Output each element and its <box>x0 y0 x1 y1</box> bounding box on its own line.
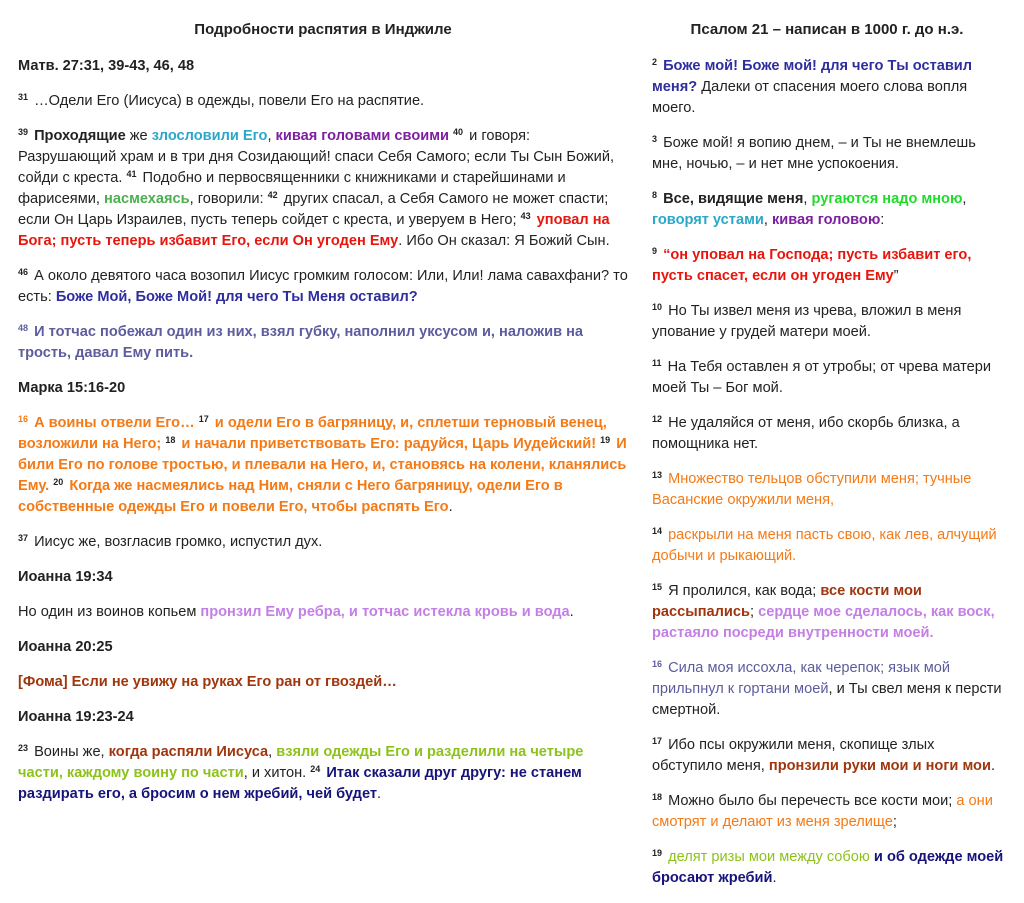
verse-number: 31 <box>18 92 29 102</box>
gospel-column-title: Подробности распятия в Инджиле <box>194 21 452 38</box>
verse-number: 16 <box>652 659 663 669</box>
highlighted-text: Боже Мой, Боже Мой! для чего Ты Меня оставил? <box>55 289 418 305</box>
verse-number: 18 <box>652 792 663 802</box>
highlighted-text: делят ризы мои между собою <box>664 849 870 865</box>
verse-paragraph <box>18 742 628 805</box>
highlighted-text: И тотчас побежал один из них, взял губку, наполнил уксусом и, наложив на трость, давал Ему пить. <box>18 324 584 361</box>
verse-text: Воины же, <box>30 744 109 760</box>
verse-paragraph <box>18 532 628 553</box>
verse-number: 20 <box>53 477 64 487</box>
verse-text: . <box>377 786 382 802</box>
verse-paragraph <box>652 581 1008 644</box>
verse-paragraph <box>652 735 1008 777</box>
highlighted-text: раскрыли на меня пасть свою, как лев, алчущий добычи и рыкающий. <box>652 527 997 564</box>
scripture-reference: Марка 15:16-20 <box>18 380 126 396</box>
verse-paragraph <box>18 91 628 112</box>
highlighted-text: уповал на Бога; пусть теперь избавит Его, если Он угоден Ему <box>18 212 610 249</box>
verse-number: 39 <box>18 127 29 137</box>
highlighted-text: а они смотрят и делают из меня зрелище <box>652 793 993 830</box>
verse-number: 12 <box>652 414 663 424</box>
verse-text: же <box>125 128 152 144</box>
verse-text: , <box>962 191 967 207</box>
psalm-column-title: Псалом 21 – написан в 1000 г. до н.э. <box>690 21 964 38</box>
verse-number: 14 <box>652 526 663 536</box>
verse-text: Далеки от спасения моего слова вопля моего. <box>652 79 968 116</box>
verse-text: ” <box>893 268 899 284</box>
verse-text: , и хитон. <box>243 765 311 781</box>
verse-text: и говоря: Разрушающий храм и в три дня Созидающий! спаси Себя Самого; если Ты Сын Божий, сойди с креста. <box>18 128 615 186</box>
highlighted-text: сердце мое сделалось, как воск, растаяло посреди внутренности моей. <box>652 604 995 641</box>
verse-text: Но один из воинов копьем <box>18 604 201 620</box>
highlighted-text: пронзили руки мои и ноги мои <box>768 758 991 774</box>
verse-text: . <box>772 870 777 886</box>
verse-text: ; <box>892 814 897 830</box>
verse-paragraph <box>18 126 628 252</box>
verse-text: . <box>569 604 574 620</box>
verse-number: 17 <box>652 736 663 746</box>
verse-paragraph <box>652 413 1008 455</box>
verse-number: 19 <box>652 848 663 858</box>
verse-number: 41 <box>126 169 137 179</box>
verse-paragraph <box>652 791 1008 833</box>
verse-paragraph <box>652 245 1008 287</box>
verse-text: , <box>267 128 276 144</box>
verse-number: 2 <box>652 57 658 67</box>
verse-text: , <box>803 191 812 207</box>
highlighted-text: [Фома] Если не увижу на руках Его ран от гвоздей… <box>18 674 397 690</box>
verse-paragraph <box>18 602 628 623</box>
verse-paragraph <box>18 413 628 518</box>
verse-paragraph <box>652 525 1008 567</box>
highlighted-text: злословили Его <box>151 128 268 144</box>
highlighted-text: И били Его по голове тростью, и плевали на Него, и, становясь на колени, кланялись Ему. <box>18 436 627 494</box>
scripture-reference: Иоанна 19:23-24 <box>18 709 134 725</box>
highlighted-text: и одели Его в багряницу, и, сплетши терновый венец, возложили на Него; <box>18 415 607 452</box>
verse-paragraph <box>652 56 1008 119</box>
verse-paragraph <box>18 266 628 308</box>
gospel-passages <box>18 56 628 805</box>
verse-number: 43 <box>520 211 531 221</box>
verse-text: . <box>448 499 453 515</box>
verse-number: 24 <box>310 764 321 774</box>
verse-text: А около девятого часа возопил Иисус громким голосом: Или, Или! лама савахфани? то есть: <box>18 268 628 305</box>
highlighted-text: Итак сказали друг другу: не станем раздирать его, а бросим о нем жребий, чей будет <box>18 765 582 802</box>
highlighted-text: насмехаясь <box>104 191 190 207</box>
highlighted-text: Множество тельцов обступили меня; тучные Васанские окружили меня, <box>652 471 972 508</box>
verse-number: 15 <box>652 582 663 592</box>
verse-number: 16 <box>18 414 29 424</box>
verse-number: 46 <box>18 267 29 277</box>
highlighted-text: кивая головою <box>771 212 881 228</box>
verse-text: Боже мой! я вопию днем, – и Ты не внемлешь мне, ночью, – и нет мне успокоения. <box>652 135 976 172</box>
highlighted-text: говорят устами <box>652 212 764 228</box>
verse-paragraph <box>652 301 1008 343</box>
verse-text: Можно было бы перечесть все кости мои; <box>664 793 957 809</box>
verse-number: 11 <box>652 358 662 368</box>
highlighted-text: все кости мои рассыпались <box>652 583 922 620</box>
verse-text: Ибо псы окружили меня, скопище злых обступило меня, <box>652 737 935 774</box>
verse-paragraph <box>18 322 628 364</box>
verse-paragraph <box>652 357 1008 399</box>
highlighted-text: когда распяли Иисуса <box>108 744 269 760</box>
highlighted-text: пронзил Ему ребра, и тотчас истекла кровь и вода <box>200 604 570 620</box>
verse-number: 10 <box>652 302 663 312</box>
highlighted-text: “он уповал на Господа; пусть избавит его, пусть спасет, если он угоден Ему <box>652 247 972 284</box>
verse-text: ; <box>750 604 759 620</box>
highlighted-text: и начали приветствовать Его: радуйся, Царь Иудейский! <box>177 436 601 452</box>
verse-text: , <box>763 212 772 228</box>
verse-text: Подобно и первосвященники с книжниками и старейшинами и фарисеями, <box>18 170 566 207</box>
verse-text: других спасал, а Себя Самого не может спасти; если Он Царь Израилев, пусть теперь сойдет с креста, и уверуем в Него; <box>18 191 609 228</box>
highlighted-text: Сила моя иссохла, как черепок; язык мой прильпнул к гортани моей <box>652 660 951 697</box>
verse-paragraph <box>652 469 1008 511</box>
psalm-verses <box>652 56 1008 889</box>
verse-text: Иисус же, возгласив громко, испустил дух. <box>30 534 323 550</box>
scripture-reference: Иоанна 20:25 <box>18 639 113 655</box>
verse-text: . Ибо Он сказал: Я Божий Сын. <box>398 233 610 249</box>
verse-number: 18 <box>165 435 176 445</box>
verse-number: 48 <box>18 323 29 333</box>
verse-number: 19 <box>600 435 611 445</box>
verse-text: Проходящие <box>30 128 126 144</box>
highlighted-text: и об одежде моей бросают жребий <box>652 849 1004 886</box>
verse-text: : <box>880 212 885 228</box>
gospel-column <box>18 0 628 819</box>
verse-number: 40 <box>453 127 464 137</box>
verse-paragraph <box>652 658 1008 721</box>
highlighted-text: Когда же насмеялись над Ним, сняли с Него багряницу, одели Его в собственные одежды Его и повели Его, чтобы распять Его <box>18 478 563 515</box>
verse-text: Все, видящие меня <box>659 191 804 207</box>
highlighted-text: кивая головами своими <box>275 128 449 144</box>
psalm-column <box>652 0 1008 903</box>
verse-number: 37 <box>18 533 29 543</box>
verse-number: 13 <box>652 470 663 480</box>
highlighted-text: ругаются надо мною <box>811 191 963 207</box>
verse-text: , и Ты свел меня к персти смертной. <box>652 681 1002 718</box>
verse-text: Я пролился, как вода; <box>664 583 821 599</box>
verse-text: . <box>990 758 995 774</box>
verse-number: 42 <box>267 190 278 200</box>
verse-text: , <box>268 744 277 760</box>
verse-text: Не удаляйся от меня, ибо скорбь близка, а помощника нет. <box>652 415 960 452</box>
scripture-reference: Матв. 27:31, 39-43, 46, 48 <box>18 58 195 74</box>
verse-text: Но Ты извел меня из чрева, вложил в меня упование у грудей матери моей. <box>652 303 962 340</box>
verse-number: 23 <box>18 743 29 753</box>
verse-text: На Тебя оставлен я от утробы; от чрева матери моей Ты – Бог мой. <box>652 359 992 396</box>
verse-number: 8 <box>652 190 658 200</box>
highlighted-text: Боже мой! Боже мой! для чего Ты оставил меня? <box>652 58 973 95</box>
highlighted-text: А воины отвели Его… <box>30 415 199 431</box>
verse-paragraph <box>652 189 1008 231</box>
verse-paragraph <box>18 672 628 693</box>
scripture-reference: Иоанна 19:34 <box>18 569 113 585</box>
verse-number: 3 <box>652 134 658 144</box>
verse-number: 17 <box>198 414 209 424</box>
verse-text: …Одели Его (Иисуса) в одежды, повели Его на распятие. <box>30 93 425 109</box>
verse-number: 9 <box>652 246 658 256</box>
highlighted-text: взяли одежды Его и разделили на четыре части, каждому воину по части <box>18 744 584 781</box>
verse-text: , говорили: <box>189 191 268 207</box>
verse-paragraph <box>652 133 1008 175</box>
verse-paragraph <box>652 847 1008 889</box>
